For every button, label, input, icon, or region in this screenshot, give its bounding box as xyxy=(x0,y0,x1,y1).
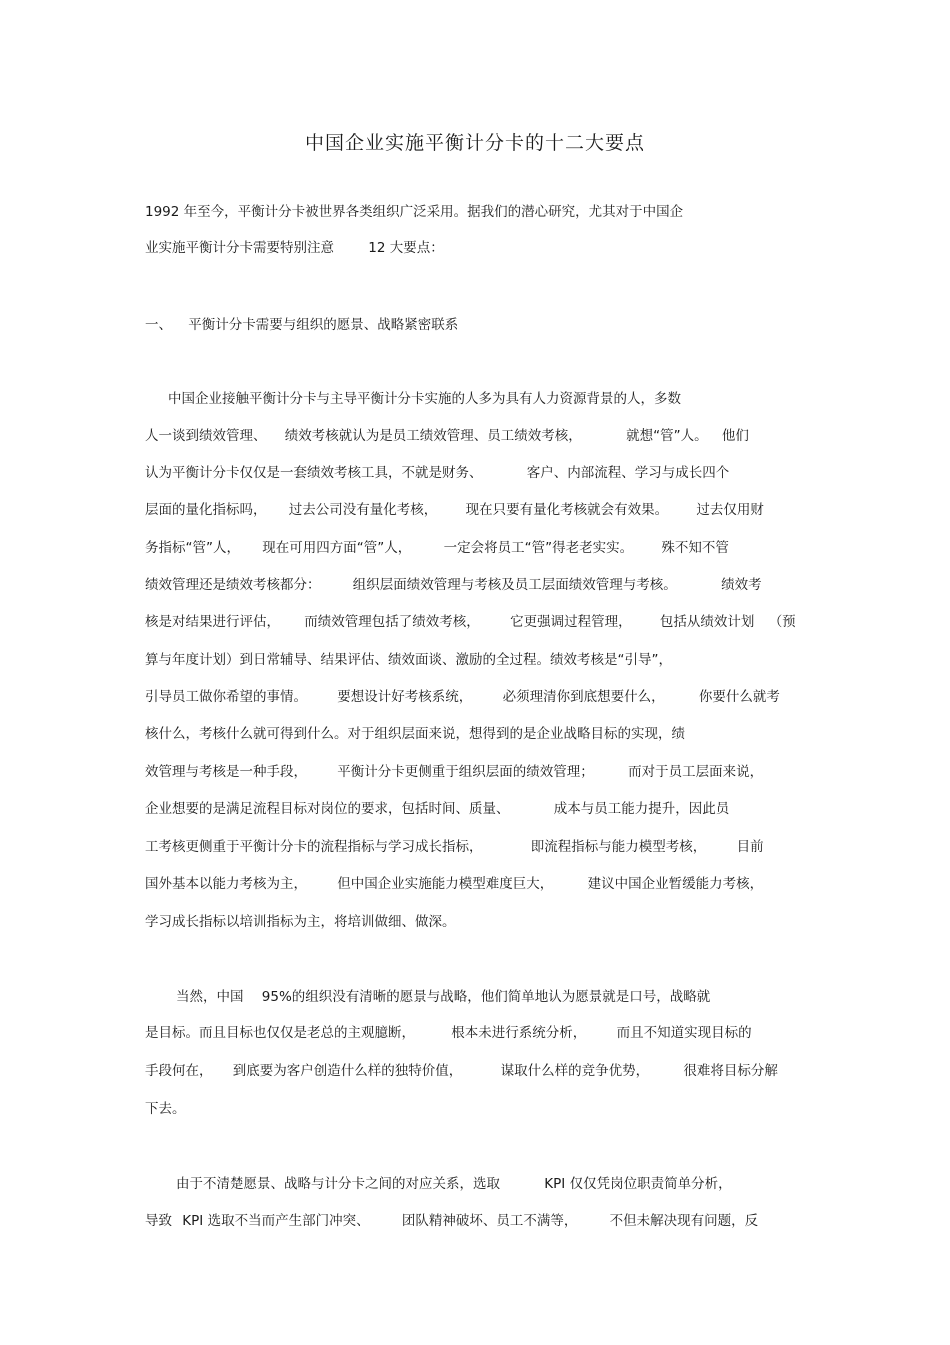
text-segment: 即流程指标与能力模型考核， xyxy=(530,839,707,855)
text-segment: 学习成长指标以培训指标为主，将培训做细、做深。 xyxy=(145,914,456,930)
text-segment: 到底要为客户创造什么样的独特价值， xyxy=(232,1063,463,1079)
text-segment: 绩效管理还是绩效考核都分： xyxy=(145,577,321,593)
section-heading xyxy=(145,313,458,333)
text-segment: KPI 选取不当而产生部门冲突、 xyxy=(182,1213,370,1229)
section-title: 平衡计分卡需要与组织的愿景、战略紧密联系 xyxy=(188,317,459,333)
text-segment: 95%的组织没有清晰的愿景与战略，他们简单地认为愿景就是口号，战略就 xyxy=(261,989,711,1005)
text-segment: 过去仅用财 xyxy=(696,502,764,518)
text-line xyxy=(168,387,681,407)
text-segment: 由于不清楚愿景、战略与计分卡之间的对应关系，选取 xyxy=(176,1176,500,1192)
text-segment: 国外基本以能力考核为主， xyxy=(145,876,307,892)
text-segment: 殊不知不管 xyxy=(661,540,729,556)
text-segment: 绩效考核就认为是员工绩效管理、员工绩效考核， xyxy=(284,428,582,444)
text-segment: 是目标。而且目标也仅仅是老总的主观臆断， xyxy=(145,1025,415,1041)
text-segment: 务指标“管”人， xyxy=(145,540,240,556)
text-segment: 要想设计好考核系统， xyxy=(337,689,473,705)
text-segment: 核什么，考核什么就可得到什么。对于组织层面来说，想得到的是企业战略目标的实现，绩 xyxy=(145,726,685,742)
text-segment: 业实施平衡计分卡需要特别注意 xyxy=(145,240,334,256)
text-segment: 很难将目标分解 xyxy=(683,1063,778,1079)
text-line xyxy=(145,1097,186,1117)
text-segment: 谋取什么样的竞争优势， xyxy=(500,1063,650,1079)
text-line xyxy=(145,200,683,220)
text-segment: 团队精神破坏、员工不满等， xyxy=(401,1213,578,1229)
text-line xyxy=(145,461,729,481)
text-line xyxy=(145,1059,778,1079)
text-segment: 层面的量化指标吗， xyxy=(145,502,267,518)
text-line xyxy=(145,797,729,817)
text-line xyxy=(145,1209,758,1229)
text-segment: 你要什么就考 xyxy=(698,689,780,705)
text-line xyxy=(176,1172,732,1192)
text-line xyxy=(145,498,764,518)
text-line xyxy=(145,872,763,892)
text-segment: 当然，中国 xyxy=(176,989,244,1005)
text-line xyxy=(145,760,763,780)
text-segment: 客户、内部流程、学习与成长四个 xyxy=(526,465,730,481)
text-segment: 效管理与考核是一种手段， xyxy=(145,764,307,780)
document-title: 中国企业实施平衡计分卡的十二大要点 xyxy=(304,132,645,154)
text-segment: KPI 仅仅凭岗位职责简单分析， xyxy=(544,1176,732,1192)
text-segment: 现在只要有量化考核就会有效果。 xyxy=(465,502,669,518)
text-segment: 手段何在， xyxy=(145,1063,213,1079)
text-segment: 但中国企业实施能力模型难度巨大， xyxy=(337,876,554,892)
text-line xyxy=(145,610,796,630)
text-segment: 引导员工做你希望的事情。 xyxy=(145,689,307,705)
text-segment: 12 大要点： xyxy=(368,240,444,256)
text-segment: 导致 xyxy=(145,1213,172,1229)
text-segment: 一定会将员工“管”得老老实实。 xyxy=(443,540,634,556)
text-segment: 成本与员工能力提升，因此员 xyxy=(553,801,730,817)
text-line xyxy=(145,835,764,855)
text-segment: 企业想要的是满足流程目标对岗位的要求，包括时间、质量、 xyxy=(145,801,510,817)
text-line xyxy=(145,722,685,742)
text-segment: 必须理清你到底想要什么， xyxy=(502,689,665,705)
text-line xyxy=(145,648,672,668)
text-segment: 绩效考 xyxy=(721,577,762,593)
text-segment: 根本未进行系统分析， xyxy=(451,1025,587,1041)
text-segment: （预 xyxy=(768,614,796,630)
text-segment: 组织层面绩效管理与考核及员工层面绩效管理与考核。 xyxy=(352,577,677,593)
text-line xyxy=(145,685,780,705)
text-segment: 不但未解决现有问题，反 xyxy=(609,1213,759,1229)
text-segment: 1992 年至今，平衡计分卡被世界各类组织广泛采用。据我们的潜心研究，尤其对于中国企 xyxy=(145,204,684,220)
text-segment: 他们 xyxy=(721,428,749,444)
section-number: 一、 xyxy=(145,317,172,333)
text-segment: 下去。 xyxy=(145,1101,186,1117)
text-segment: 核是对结果进行评估， xyxy=(145,614,280,630)
text-line xyxy=(176,985,710,1005)
text-line xyxy=(145,910,456,930)
text-segment: 工考核更侧重于平衡计分卡的流程指标与学习成长指标， xyxy=(145,839,483,855)
text-segment: 中国企业接触平衡计分卡与主导平衡计分卡实施的人多为具有人力资源背景的人，多数 xyxy=(168,391,681,407)
text-segment: 平衡计分卡更侧重于组织层面的绩效管理； xyxy=(337,764,594,780)
text-line xyxy=(145,573,762,593)
text-segment: 而绩效管理包括了绩效考核， xyxy=(304,614,480,630)
text-segment: 目前 xyxy=(736,839,764,855)
text-line xyxy=(145,424,749,444)
text-line xyxy=(145,236,444,256)
text-segment: 认为平衡计分卡仅仅是一套绩效考核工具，不就是财务、 xyxy=(145,465,483,481)
text-segment: 人一谈到绩效管理、 xyxy=(145,428,267,444)
text-line xyxy=(145,536,729,556)
text-segment: 而且不知道实现目标的 xyxy=(616,1025,752,1041)
text-segment: 现在可用四方面“管”人， xyxy=(262,540,412,556)
text-segment: 它更强调过程管理， xyxy=(510,614,632,630)
text-segment: 包括从绩效计划 xyxy=(659,614,755,630)
text-segment: 就想“管”人。 xyxy=(626,428,708,444)
text-segment: 过去公司没有量化考核， xyxy=(288,502,438,518)
text-segment: 而对于员工层面来说， xyxy=(628,764,764,780)
text-line xyxy=(145,1021,752,1041)
text-segment: 算与年度计划）到日常辅导、结果评估、绩效面谈、激励的全过程。绩效考核是“引导”， xyxy=(145,652,672,668)
text-segment: 建议中国企业暂缓能力考核， xyxy=(587,876,764,892)
